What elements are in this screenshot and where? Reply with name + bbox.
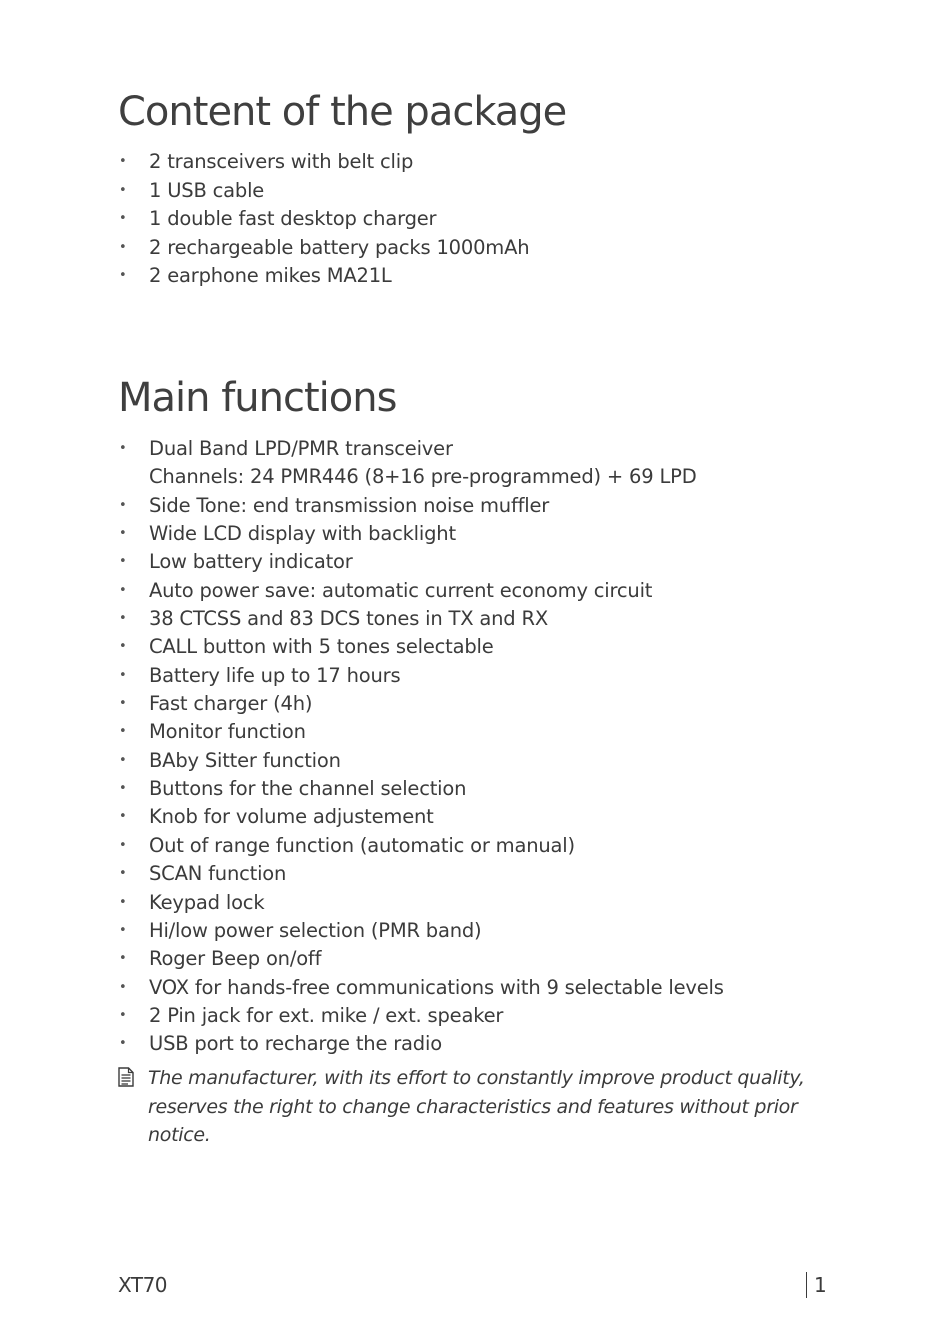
bullet-icon: •	[119, 696, 127, 712]
list-item: • VOX for hands-free communications with 9 selectable levels	[118, 974, 724, 1002]
footer-model-name: XT70	[118, 1273, 168, 1297]
bullet-icon: •	[119, 922, 127, 938]
bullet-icon: •	[119, 1036, 127, 1052]
bullet-icon: •	[119, 268, 127, 284]
bullet-icon: •	[119, 866, 127, 882]
list-item: • Fast charger (4h)	[118, 690, 724, 718]
list-item: • 2 earphone mikes MA21L	[118, 262, 529, 291]
bullet-icon: •	[119, 611, 127, 627]
list-item: • Keypad lock	[118, 889, 724, 917]
list-item: • 1 USB cable	[118, 177, 529, 206]
list-item: • CALL button with 5 tones selectable	[118, 633, 724, 661]
list-item: • Roger Beep on/off	[118, 945, 724, 973]
bullet-icon: •	[119, 239, 127, 255]
list-item: • 2 transceivers with belt clip	[118, 148, 529, 177]
list-item: • Dual Band LPD/PMR transceiver	[118, 435, 724, 463]
bullet-icon: •	[119, 582, 127, 598]
list-item: • Buttons for the channel selection	[118, 775, 724, 803]
list-item: • Monitor function	[118, 718, 724, 746]
list-item: • Low battery indicator	[118, 548, 724, 576]
bullet-icon: •	[119, 441, 127, 456]
list-item: • Hi/low power selection (PMR band)	[118, 917, 724, 945]
document-note-icon	[118, 1067, 134, 1087]
list-item: • Battery life up to 17 hours	[118, 662, 724, 690]
bullet-icon: •	[119, 154, 127, 169]
list-item: • Side Tone: end transmission noise muffler	[118, 492, 724, 520]
list-item: • BAby Sitter function	[118, 747, 724, 775]
list-item: • 2 rechargeable battery packs 1000mAh	[118, 234, 529, 263]
list-item: Channels: 24 PMR446 (8+16 pre-programmed) + 69 LPD	[149, 465, 697, 489]
list-item: • 38 CTCSS and 83 DCS tones in TX and RX	[118, 605, 724, 633]
section-title-package: Content of the package	[118, 89, 567, 135]
bullet-icon: •	[119, 781, 127, 797]
bullet-icon: •	[119, 497, 127, 513]
package-contents-list	[118, 148, 529, 291]
bullet-icon: •	[119, 724, 127, 740]
bullet-icon: •	[119, 554, 127, 570]
bullet-icon: •	[119, 752, 127, 768]
list-item: • Out of range function (automatic or manual)	[118, 832, 724, 860]
list-item: • 1 double fast desktop charger	[118, 205, 529, 234]
list-item: • SCAN function	[118, 860, 724, 888]
bullet-icon: •	[119, 526, 127, 542]
list-item: • Auto power save: automatic current economy circuit	[118, 577, 724, 605]
list-item: • Knob for volume adjustement	[118, 803, 724, 831]
list-item: • 2 Pin jack for ext. mike / ext. speaker	[118, 1002, 724, 1030]
list-item: • Wide LCD display with backlight	[118, 520, 724, 548]
section-title-functions: Main functions	[118, 375, 397, 421]
page-number: 1	[806, 1272, 827, 1298]
bullet-icon: •	[119, 809, 127, 825]
note-text: The manufacturer, with its effort to constantly improve product quality, reserves the right to change characteristics and features without prior notice.	[148, 1067, 805, 1146]
bullet-icon: •	[119, 182, 127, 198]
bullet-icon: •	[119, 639, 127, 655]
bullet-icon: •	[119, 211, 127, 227]
bullet-icon: •	[119, 951, 127, 967]
bullet-icon: •	[119, 837, 127, 853]
bullet-icon: •	[119, 894, 127, 910]
list-item: • USB port to recharge the radio	[118, 1030, 724, 1058]
bullet-icon: •	[119, 979, 127, 995]
bullet-icon: •	[119, 1007, 127, 1023]
main-functions-list	[118, 435, 724, 1059]
bullet-icon: •	[119, 667, 127, 683]
